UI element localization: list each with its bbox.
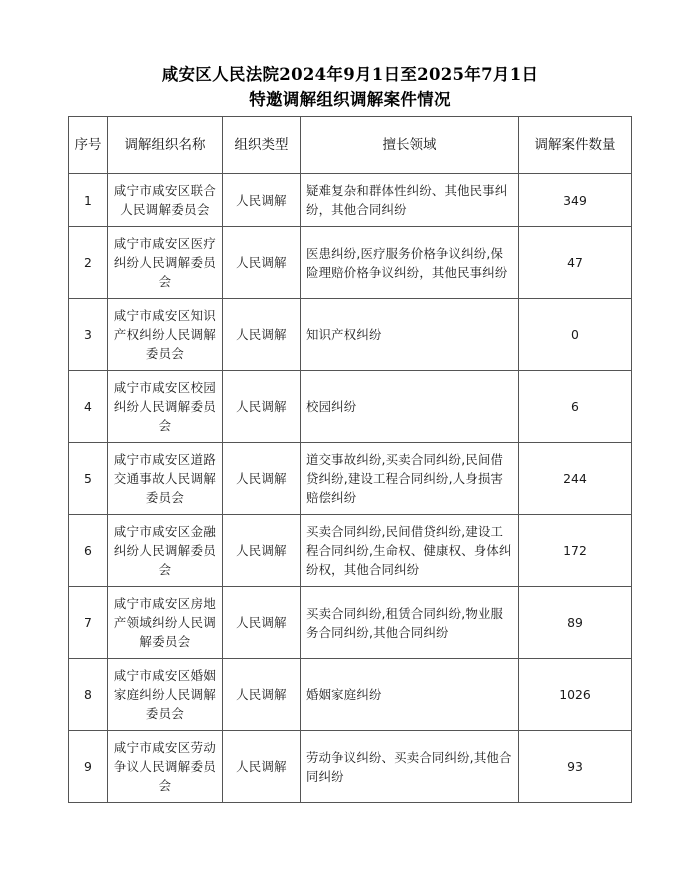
cell-case-count: 1026 [519,659,632,731]
cell-organization-type: 人民调解 [223,731,301,803]
cell-organization-type: 人民调解 [223,659,301,731]
cell-specialty-field: 知识产权纠纷 [301,299,519,371]
cell-case-count: 93 [519,731,632,803]
cell-case-count: 0 [519,299,632,371]
table-row [69,659,632,731]
table-row [69,371,632,443]
cell-organization-name: 咸宁市咸安区医疗纠纷人民调解委员会 [108,227,223,299]
cell-specialty-field: 医患纠纷,医疗服务价格争议纠纷,保险理赔价格争议纠纷，其他民事纠纷 [301,227,519,299]
cell-specialty-field: 婚姻家庭纠纷 [301,659,519,731]
table-row [69,731,632,803]
column-header-specialty-field: 擅长领域 [301,117,519,174]
cell-sequence: 4 [69,371,108,443]
table-row [69,299,632,371]
table-row [69,227,632,299]
cell-organization-name: 咸宁市咸安区房地产领域纠纷人民调解委员会 [108,587,223,659]
cell-organization-type: 人民调解 [223,174,301,227]
cell-sequence: 6 [69,515,108,587]
cell-organization-type: 人民调解 [223,299,301,371]
cell-specialty-field: 道交事故纠纷,买卖合同纠纷,民间借贷纠纷,建设工程合同纠纷,人身损害赔偿纠纷 [301,443,519,515]
cell-specialty-field: 买卖合同纠纷,租赁合同纠纷,物业服务合同纠纷,其他合同纠纷 [301,587,519,659]
cell-organization-name: 咸宁市咸安区道路交通事故人民调解委员会 [108,443,223,515]
cell-organization-name: 咸宁市咸安区知识产权纠纷人民调解委员会 [108,299,223,371]
cell-sequence: 7 [69,587,108,659]
cell-sequence: 9 [69,731,108,803]
title-line-2: 特邀调解组织调解案件情况 [249,90,451,109]
cell-specialty-field: 买卖合同纠纷,民间借贷纠纷,建设工程合同纠纷,生命权、健康权、身体纠纷权，其他合同纠纷 [301,515,519,587]
table-row [69,515,632,587]
cell-organization-name: 咸宁市咸安区婚姻家庭纠纷人民调解委员会 [108,659,223,731]
table-row [69,174,632,227]
title-line-1: 咸安区人民法院2024年9月1日至2025年7月1日 [161,65,539,84]
cell-organization-type: 人民调解 [223,371,301,443]
cell-sequence: 3 [69,299,108,371]
cell-organization-name: 咸宁市咸安区金融纠纷人民调解委员会 [108,515,223,587]
table-header-row [69,117,632,174]
cell-organization-type: 人民调解 [223,515,301,587]
mediation-table-container [68,116,631,803]
table-row [69,587,632,659]
cell-organization-type: 人民调解 [223,443,301,515]
cell-sequence: 1 [69,174,108,227]
column-header-sequence: 序号 [69,117,108,174]
mediation-organizations-table [68,116,632,803]
cell-organization-name: 咸宁市咸安区联合人民调解委员会 [108,174,223,227]
column-header-organization-name: 调解组织名称 [108,117,223,174]
cell-specialty-field: 校园纠纷 [301,371,519,443]
cell-sequence: 8 [69,659,108,731]
cell-sequence: 5 [69,443,108,515]
cell-organization-name: 咸宁市咸安区校园纠纷人民调解委员会 [108,371,223,443]
cell-sequence: 2 [69,227,108,299]
column-header-case-count: 调解案件数量 [519,117,632,174]
column-header-organization-type: 组织类型 [223,117,301,174]
cell-case-count: 349 [519,174,632,227]
cell-organization-type: 人民调解 [223,587,301,659]
table-row [69,443,632,515]
cell-specialty-field: 劳动争议纠纷、买卖合同纠纷,其他合同纠纷 [301,731,519,803]
document-title [0,62,700,112]
cell-organization-name: 咸宁市咸安区劳动争议人民调解委员会 [108,731,223,803]
cell-case-count: 89 [519,587,632,659]
cell-case-count: 172 [519,515,632,587]
cell-case-count: 6 [519,371,632,443]
cell-case-count: 244 [519,443,632,515]
table-header [69,117,632,174]
cell-specialty-field: 疑难复杂和群体性纠纷、其他民事纠纷，其他合同纠纷 [301,174,519,227]
cell-case-count: 47 [519,227,632,299]
cell-organization-type: 人民调解 [223,227,301,299]
table-body [69,174,632,803]
